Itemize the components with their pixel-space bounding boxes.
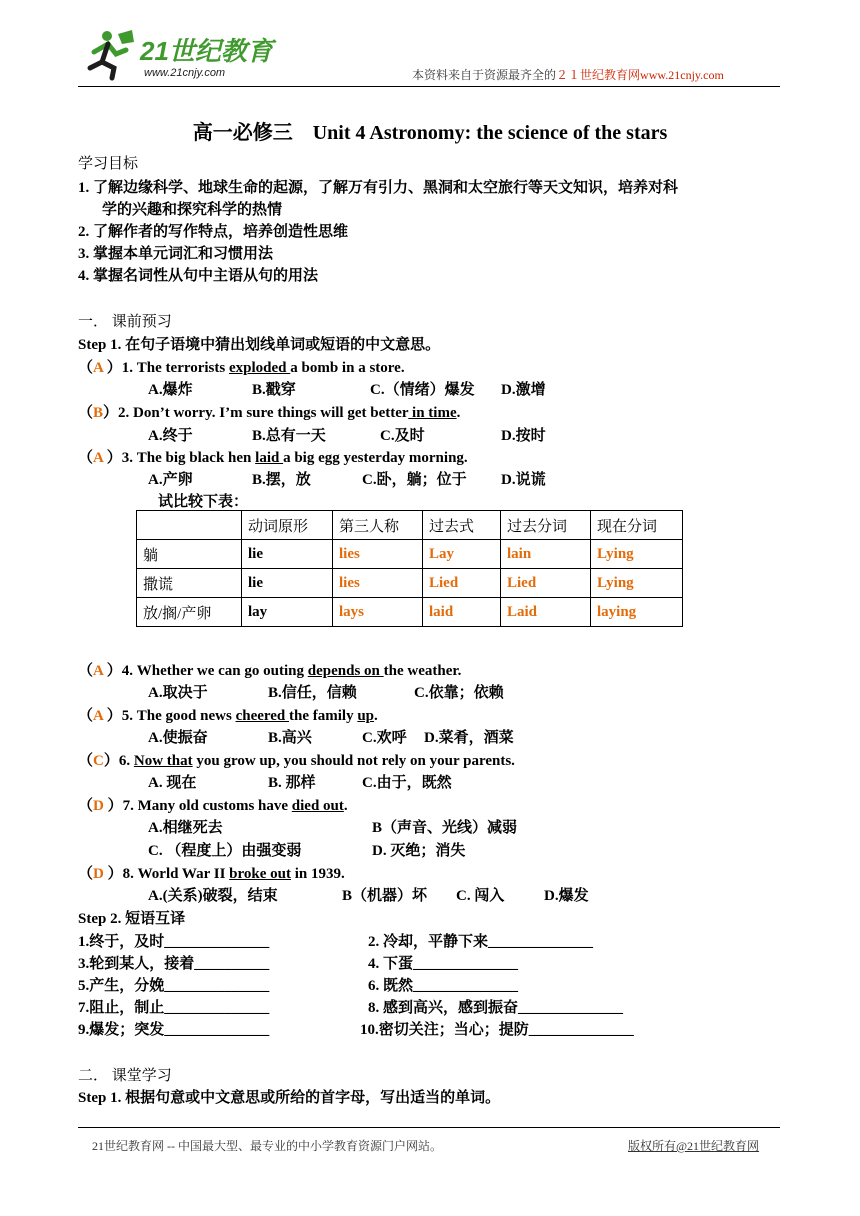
objective-item: 1. 了解边缘科学、地球生命的起源，了解万有引力、黑洞和太空旅行等天文知识，培养对科: [78, 180, 679, 196]
option: A.取决于: [148, 685, 208, 701]
option: D.说谎: [501, 472, 546, 488]
option: D.爆发: [544, 888, 589, 904]
option: D.菜肴，酒菜: [424, 730, 514, 746]
option: C.由于，既然: [362, 775, 452, 791]
table-cell: lays: [333, 598, 423, 627]
question-4: （A ）4. Whether we can go outing depends on the weather.: [78, 663, 462, 679]
question-8: （D ）8. World War II broke out in 1939.: [78, 866, 345, 882]
option: A.相继死去: [148, 820, 223, 836]
answer-2: B: [93, 405, 104, 421]
table-row: [137, 569, 683, 598]
table-cell: laying: [591, 598, 683, 627]
answer-4: A: [93, 663, 104, 679]
table-cell: lay: [242, 598, 333, 627]
phrase-item: 9.爆发；突发______________: [78, 1022, 270, 1038]
table-cell: lie: [242, 540, 333, 569]
conjugation-table: [136, 510, 683, 627]
phrase-item: 2. 冷却，平静下来______________: [368, 934, 594, 950]
option: A.产卵: [148, 472, 193, 488]
footer-divider: [78, 1127, 780, 1128]
option: A.使振奋: [148, 730, 208, 746]
phrase-item: 1.终于，及时______________: [78, 934, 270, 950]
phrase-item: 10.密切关注；当心；提防______________: [360, 1022, 634, 1038]
option: B. 那样: [268, 775, 316, 791]
objectives-heading: 学习目标: [78, 156, 139, 172]
footer-text: 21世纪教育网 -- 中国最大型、最专业的中小学教育资源门户网站。: [92, 1139, 442, 1153]
phrase-item: 8. 感到高兴，感到振奋______________: [368, 1000, 624, 1016]
table-cell: Lying: [591, 540, 683, 569]
section1-heading: 一． 课前预习: [78, 314, 172, 330]
table-cell: laid: [423, 598, 501, 627]
option: C.欢呼: [362, 730, 407, 746]
option: C. 闯入: [456, 888, 505, 904]
table-cell: 躺: [137, 540, 242, 569]
answer-6: C: [93, 753, 104, 769]
question-7: （D ）7. Many old customs have died out.: [78, 798, 348, 814]
table-header: 过去式: [423, 511, 501, 540]
footer-copyright-link[interactable]: 版权所有@21世纪教育网: [628, 1139, 760, 1153]
phrase-item: 5.产生，分娩______________: [78, 978, 270, 994]
table-cell: Lied: [423, 569, 501, 598]
option: C. （程度上）由强变弱: [148, 843, 302, 859]
section2-heading: 二． 课堂学习: [78, 1068, 172, 1084]
section2-step1: Step 1. 根据句意或中文意思或所给的首字母，写出适当的单词。: [78, 1090, 501, 1106]
question-5: （A ）5. The good news cheered the family up.: [78, 708, 378, 724]
table-row: [137, 598, 683, 627]
table-cell: Laid: [501, 598, 591, 627]
answer-3: A: [93, 450, 104, 466]
phrase-item: 3.轮到某人，接着__________: [78, 956, 270, 972]
question-3: （A ）3. The big black hen laid a big egg yesterday morning.: [78, 450, 468, 466]
logo-text: 21世纪教育: [140, 36, 273, 66]
option: B.戳穿: [252, 382, 296, 398]
table-header-row: [137, 511, 683, 540]
phrase-item: 7.阻止，制止______________: [78, 1000, 270, 1016]
header-brand: ２１世纪教育网: [556, 68, 641, 82]
phrase-item: 6. 既然______________: [368, 978, 519, 994]
header-url[interactable]: www.21cnjy.com: [640, 68, 724, 82]
question-2: （B）2. Don’t worry. I’m sure things will get better in time.: [78, 405, 461, 421]
objective-item: 2. 了解作者的写作特点，培养创造性思维: [78, 224, 349, 240]
option: B.总有一天: [252, 428, 326, 444]
option: D.激增: [501, 382, 546, 398]
objective-item: 学的兴趣和探究科学的热情: [102, 202, 283, 218]
table-cell: 放/搁/产卵: [137, 598, 242, 627]
table-cell: Lay: [423, 540, 501, 569]
option: A. 现在: [148, 775, 197, 791]
option: D.按时: [501, 428, 546, 444]
table-cell: lies: [333, 569, 423, 598]
option: A.(关系)破裂，结束: [148, 888, 278, 904]
header-divider: [78, 86, 780, 87]
table-header: [137, 511, 242, 540]
table-header: 过去分词: [501, 511, 591, 540]
table-cell: lie: [242, 569, 333, 598]
table-header: 现在分词: [591, 511, 683, 540]
objective-item: 3. 掌握本单元词汇和习惯用法: [78, 246, 274, 262]
objective-item: 4. 掌握名词性从句中主语从句的用法: [78, 268, 319, 284]
step1-instruction: Step 1. 在句子语境中猜出划线单词或短语的中文意思。: [78, 337, 441, 353]
question-6: （C）6. Now that you grow up, you should not rely on your parents.: [78, 753, 515, 769]
logo: [82, 26, 282, 84]
answer-5: A: [93, 708, 104, 724]
header-prefix: 本资料来自于资源最齐全的: [412, 68, 557, 82]
option: C.（情绪）爆发: [370, 382, 475, 398]
table-header: 第三人称: [333, 511, 423, 540]
step2-heading: Step 2. 短语互译: [78, 911, 186, 927]
answer-1: A: [93, 360, 104, 376]
table-cell: Lied: [501, 569, 591, 598]
option: A.终于: [148, 428, 193, 444]
table-cell: Lying: [591, 569, 683, 598]
runner-icon: [82, 26, 282, 84]
option: B（声音、光线）减弱: [372, 820, 518, 836]
table-cell: lain: [501, 540, 591, 569]
option: C.依靠；依赖: [414, 685, 504, 701]
answer-8: D: [93, 866, 104, 882]
table-row: [137, 540, 683, 569]
option: B.摆，放: [252, 472, 311, 488]
table-cell: 撒谎: [137, 569, 242, 598]
table-header: 动词原形: [242, 511, 333, 540]
option: C.卧，躺；位于: [362, 472, 467, 488]
option: C.及时: [380, 428, 425, 444]
option: B.信任，信赖: [268, 685, 357, 701]
option: B（机器）坏: [342, 888, 428, 904]
answer-7: D: [93, 798, 104, 814]
compare-label: 试比较下表：: [158, 494, 249, 510]
header-note: [412, 66, 724, 83]
logo-url: www.21cnjy.com: [144, 67, 226, 79]
page-title: 高一必修三 Unit 4 Astronomy: the science of the stars: [192, 122, 668, 144]
option: A.爆炸: [148, 382, 193, 398]
question-1: （A ）1. The terrorists exploded a bomb in a store.: [78, 360, 405, 376]
table-cell: lies: [333, 540, 423, 569]
phrase-item: 4. 下蛋______________: [368, 956, 519, 972]
option: D. 灭绝；消失: [372, 843, 466, 859]
option: B.高兴: [268, 730, 312, 746]
